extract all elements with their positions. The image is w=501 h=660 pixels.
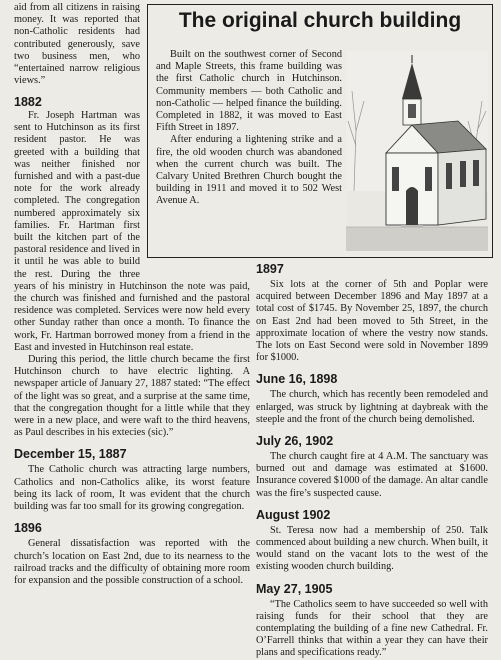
section-1897-paragraph: Six lots at the corner of 5th and Poplar were acquired between December 1896 and May 1897 at a total cost of $1745. By November 25, 1897, the church on East 2nd had been moved to 5th Street, in the approximate location of where the vestry now stands. The lots on East Second were sold in November 1899 for $1000.: [256, 279, 488, 364]
section-1882-paragraph-1: Fr. Joseph Hartman was sent to Hutchinson as its first resident pastor. He was greeted with a building that was neither finished nor furnished and with a past-due note for the work already completed. The congregation numbered approximately six families. Fr. Hartman first built the kitchen part of the pastoral residence and lived in it until he was able to build the rest. During the three years of his ministry in Hutchinson the note was paid, the church was finished and furnished and the pastoral residence was completed. Services were now held every other Sunday rather than once a month. To finance the work, Fr. Hartman borrowed money from a friend in the East and invested in Hutchinson real estate.: [14, 110, 250, 353]
section-heading-july-1902: July 26, 1902: [256, 434, 334, 449]
section-1896-paragraph: General dissatisfaction was reported with the church’s location on East 2nd, due to its nearness to the railroad tracks and the difficulty of obtaining more room for expansion and the possible construction of a school.: [14, 538, 250, 586]
section-heading-aug-1902: August 1902: [256, 507, 331, 522]
feature-title: The original church building: [178, 9, 462, 32]
section-heading-1896: 1896: [14, 521, 42, 536]
feature-paragraph-2: After enduring a lightening strike and a fire, the old wooden church was abandoned when the current church was built. The Calvary United Brethren Church bought the building in 1911 and moved it to 502 West Avenue A.: [156, 134, 342, 207]
section-dec-1887-paragraph: The Catholic church was attracting large numbers, Catholics and non-Catholics alike, its worst feature being its lack of room, It was evident that the church building was far too small for its growing congregation.: [14, 464, 250, 513]
church-illustration: [346, 51, 488, 251]
feature-paragraph-1: Built on the southwest corner of Second and Maple Streets, this frame building was the first Catholic church in Hutchinson. Community members — both Catholic and non-Catholic — helped finance the building. Completed in 1882, it was moved to East Fifth Street in 1897.: [156, 49, 342, 134]
section-july-1902-paragraph: The church caught fire at 4 A.M. The sanctuary was burned out and damage was estimated at $1600. Insurance covered $1000 of the damage. An altar candle was the fire’s suspected cause.: [256, 451, 488, 499]
intro-paragraph: aid from all citizens in raising money. It was reported that non-Catholic residents had contributed generously, save two business men, who “entertained narrow religious views.”: [14, 2, 140, 87]
section-june-1898-paragraph: The church, which has recently been remodeled and enlarged, was struck by lightning at daybreak with the steeple and the front of the church being demolished.: [256, 389, 488, 425]
section-heading-dec-1887: December 15, 1887: [14, 447, 127, 462]
feature-box: [147, 4, 493, 258]
section-heading-may-1905: May 27, 1905: [256, 581, 333, 596]
section-may-1905-paragraph: “The Catholics seem to have succeeded so well with raising funds for their school that they are contemplating the building of a fine new Cathedral. Fr. O’Farrell thinks that within a year they can have their plans and specifications ready.”: [256, 598, 488, 659]
section-heading-1882: 1882: [14, 95, 42, 110]
feature-text: [156, 49, 342, 208]
section-heading-june-1898: June 16, 1898: [256, 372, 338, 387]
left-column-top: [14, 2, 140, 112]
section-heading-1897: 1897: [256, 262, 284, 276]
section-aug-1902-paragraph: St. Teresa now had a membership of 250. Talk commenced about building a new church. When built, it would stand on the vacant lots to the west of the existing wooden church building.: [256, 524, 488, 573]
section-1882-paragraph-2: During this period, the little church became the first Hutchinson church to have electric lighting. A newspaper article of January 27, 1887 stated: “The effect of the light was so great, and a surprise at the same time, that the congregation thought for a little while that they were in a new place, and were waft to the third heavens, as Paul describes in his extecies (sic).”: [14, 354, 250, 439]
church-photo: [346, 51, 488, 251]
right-column: [256, 262, 488, 660]
